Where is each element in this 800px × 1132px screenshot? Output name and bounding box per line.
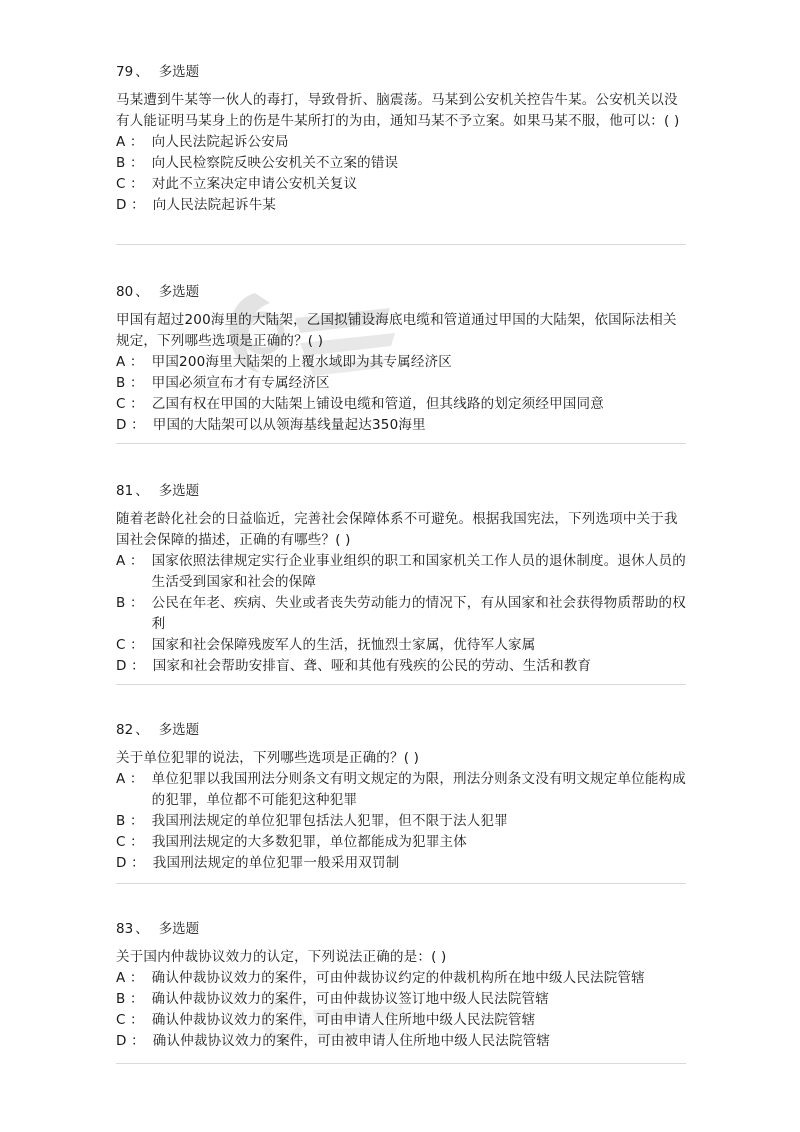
option-letter: B ： <box>116 991 144 1007</box>
option-letter: D ： <box>116 658 145 674</box>
question-number: 80 <box>116 284 134 300</box>
question-type: 多选题 <box>158 483 200 499</box>
question-type: 多选题 <box>158 64 200 80</box>
question-separator: 、 <box>135 284 149 300</box>
question-divider <box>116 883 686 884</box>
option-text: 对此不立案决定申请公安机关复议 <box>151 176 358 192</box>
option-c <box>116 832 686 853</box>
option-letter: C ： <box>116 637 144 653</box>
question-separator: 、 <box>135 64 149 80</box>
option-d <box>116 853 686 874</box>
question-divider <box>116 244 686 245</box>
question-separator: 、 <box>135 921 149 937</box>
question-number: 82 <box>116 722 134 738</box>
option-text: 国家和社会帮助安排盲、聋、哑和其他有残疾的公民的劳动、生活和教育 <box>152 658 592 674</box>
question-header <box>116 720 686 740</box>
question-divider <box>116 1063 686 1064</box>
option-text: 我国刑法规定的大多数犯罪，单位都能成为犯罪主体 <box>151 834 467 850</box>
option-text: 单位犯罪以我国刑法分则条文有明文规定的为限，刑法分则条文没有明文规定单位能构成的犯罪，单位都不可能犯这种犯罪 <box>151 771 686 808</box>
option-text: 国家和社会保障残废军人的生活，抚恤烈士家属，优待军人家属 <box>151 637 536 653</box>
option-letter: A ： <box>116 134 144 150</box>
option-c <box>116 635 686 656</box>
question-81 <box>116 481 686 677</box>
option-letter: A ： <box>116 771 144 787</box>
option-b <box>116 153 686 174</box>
question-83 <box>116 919 686 1052</box>
question-82 <box>116 720 686 874</box>
question-number: 79 <box>116 64 134 80</box>
option-text: 确认仲裁协议效力的案件，可由仲裁协议约定的仲裁机构所在地中级人民法院管辖 <box>151 970 645 986</box>
option-text: 确认仲裁协议效力的案件，可由被申请人住所地中级人民法院管辖 <box>152 1033 551 1049</box>
option-letter: C ： <box>116 396 144 412</box>
option-text: 我国刑法规定的单位犯罪包括法人犯罪，但不限于法人犯罪 <box>151 813 508 829</box>
question-text: 随着老龄化社会的日益临近，完善社会保障体系不可避免。根据我国宪法，下列选项中关于我国社会保障的描述，正确的有哪些？( ) <box>116 511 678 548</box>
option-text: 甲国的大陆架可以从领海基线量起达350海里 <box>152 417 426 433</box>
option-text: 我国刑法规定的单位犯罪一般采用双罚制 <box>152 855 400 871</box>
question-separator: 、 <box>135 722 149 738</box>
question-divider <box>116 684 686 685</box>
option-letter: D ： <box>116 417 145 433</box>
option-text: 确认仲裁协议效力的案件，可由仲裁协议签订地中级人民法院管辖 <box>151 991 549 1007</box>
option-text: 向人民法院起诉牛某 <box>152 197 277 213</box>
option-letter: A ： <box>116 970 144 986</box>
question-header <box>116 282 686 302</box>
question-text: 甲国有超过200海里的大陆架，乙国拟铺设海底电缆和管道通过甲国的大陆架，依国际法相关规定，下列哪些选项是正确的？( ) <box>116 312 677 349</box>
question-header <box>116 919 686 939</box>
option-text: 确认仲裁协议效力的案件，可由申请人住所地中级人民法院管辖 <box>151 1012 536 1028</box>
question-type: 多选题 <box>158 921 200 937</box>
option-d <box>116 415 686 436</box>
option-text: 向人民检察院反映公安机关不立案的错误 <box>151 155 399 171</box>
option-b <box>116 811 686 832</box>
option-d <box>116 656 686 677</box>
option-letter: C ： <box>116 1012 144 1028</box>
option-b <box>116 593 686 635</box>
option-a <box>116 551 686 593</box>
option-text: 甲国必须宣布才有专属经济区 <box>151 375 330 391</box>
question-79 <box>116 62 686 216</box>
option-letter: D ： <box>116 1033 145 1049</box>
option-letter: C ： <box>116 176 144 192</box>
option-d <box>116 1031 686 1052</box>
option-a <box>116 968 686 989</box>
question-80 <box>116 282 686 436</box>
option-a <box>116 132 686 153</box>
option-b <box>116 373 686 394</box>
option-letter: C ： <box>116 834 144 850</box>
option-letter: D ： <box>116 855 145 871</box>
option-d <box>116 195 686 216</box>
option-text: 向人民法院起诉公安局 <box>151 134 289 150</box>
option-text: 乙国有权在甲国的大陆架上铺设电缆和管道，但其线路的划定须经甲国同意 <box>151 396 604 412</box>
question-separator: 、 <box>135 483 149 499</box>
question-type: 多选题 <box>158 722 200 738</box>
question-header <box>116 481 686 501</box>
option-text: 公民在年老、疾病、失业或者丧失劳动能力的情况下，有从国家和社会获得物质帮助的权利 <box>151 595 686 632</box>
option-letter: B ： <box>116 155 144 171</box>
option-letter: B ： <box>116 595 144 611</box>
question-text: 马某遭到牛某等一伙人的毒打，导致骨折、脑震荡。马某到公安机关控告牛某。公安机关以没有人能证明马某身上的伤是牛某所打的为由，通知马某不予立案。如果马某不服，他可以：( ) <box>116 92 680 129</box>
option-c <box>116 394 686 415</box>
option-letter: B ： <box>116 813 144 829</box>
option-a <box>116 352 686 373</box>
option-text: 甲国200海里大陆架的上覆水域即为其专属经济区 <box>151 354 453 370</box>
question-number: 83 <box>116 921 134 937</box>
option-a <box>116 769 686 811</box>
question-text: 关于国内仲裁协议效力的认定，下列说法正确的是：( ) <box>116 949 447 965</box>
option-letter: A ： <box>116 354 144 370</box>
option-c <box>116 174 686 195</box>
option-c <box>116 1010 686 1031</box>
option-letter: D ： <box>116 197 145 213</box>
question-text: 关于单位犯罪的说法，下列哪些选项是正确的？( ) <box>116 750 420 766</box>
option-letter: B ： <box>116 375 144 391</box>
question-divider <box>116 443 686 444</box>
option-b <box>116 989 686 1010</box>
question-header <box>116 62 686 82</box>
question-number: 81 <box>116 483 134 499</box>
question-type: 多选题 <box>158 284 200 300</box>
option-letter: A ： <box>116 553 144 569</box>
option-text: 国家依照法律规定实行企业事业组织的职工和国家机关工作人员的退休制度。退休人员的生活受到国家和社会的保障 <box>151 553 686 590</box>
